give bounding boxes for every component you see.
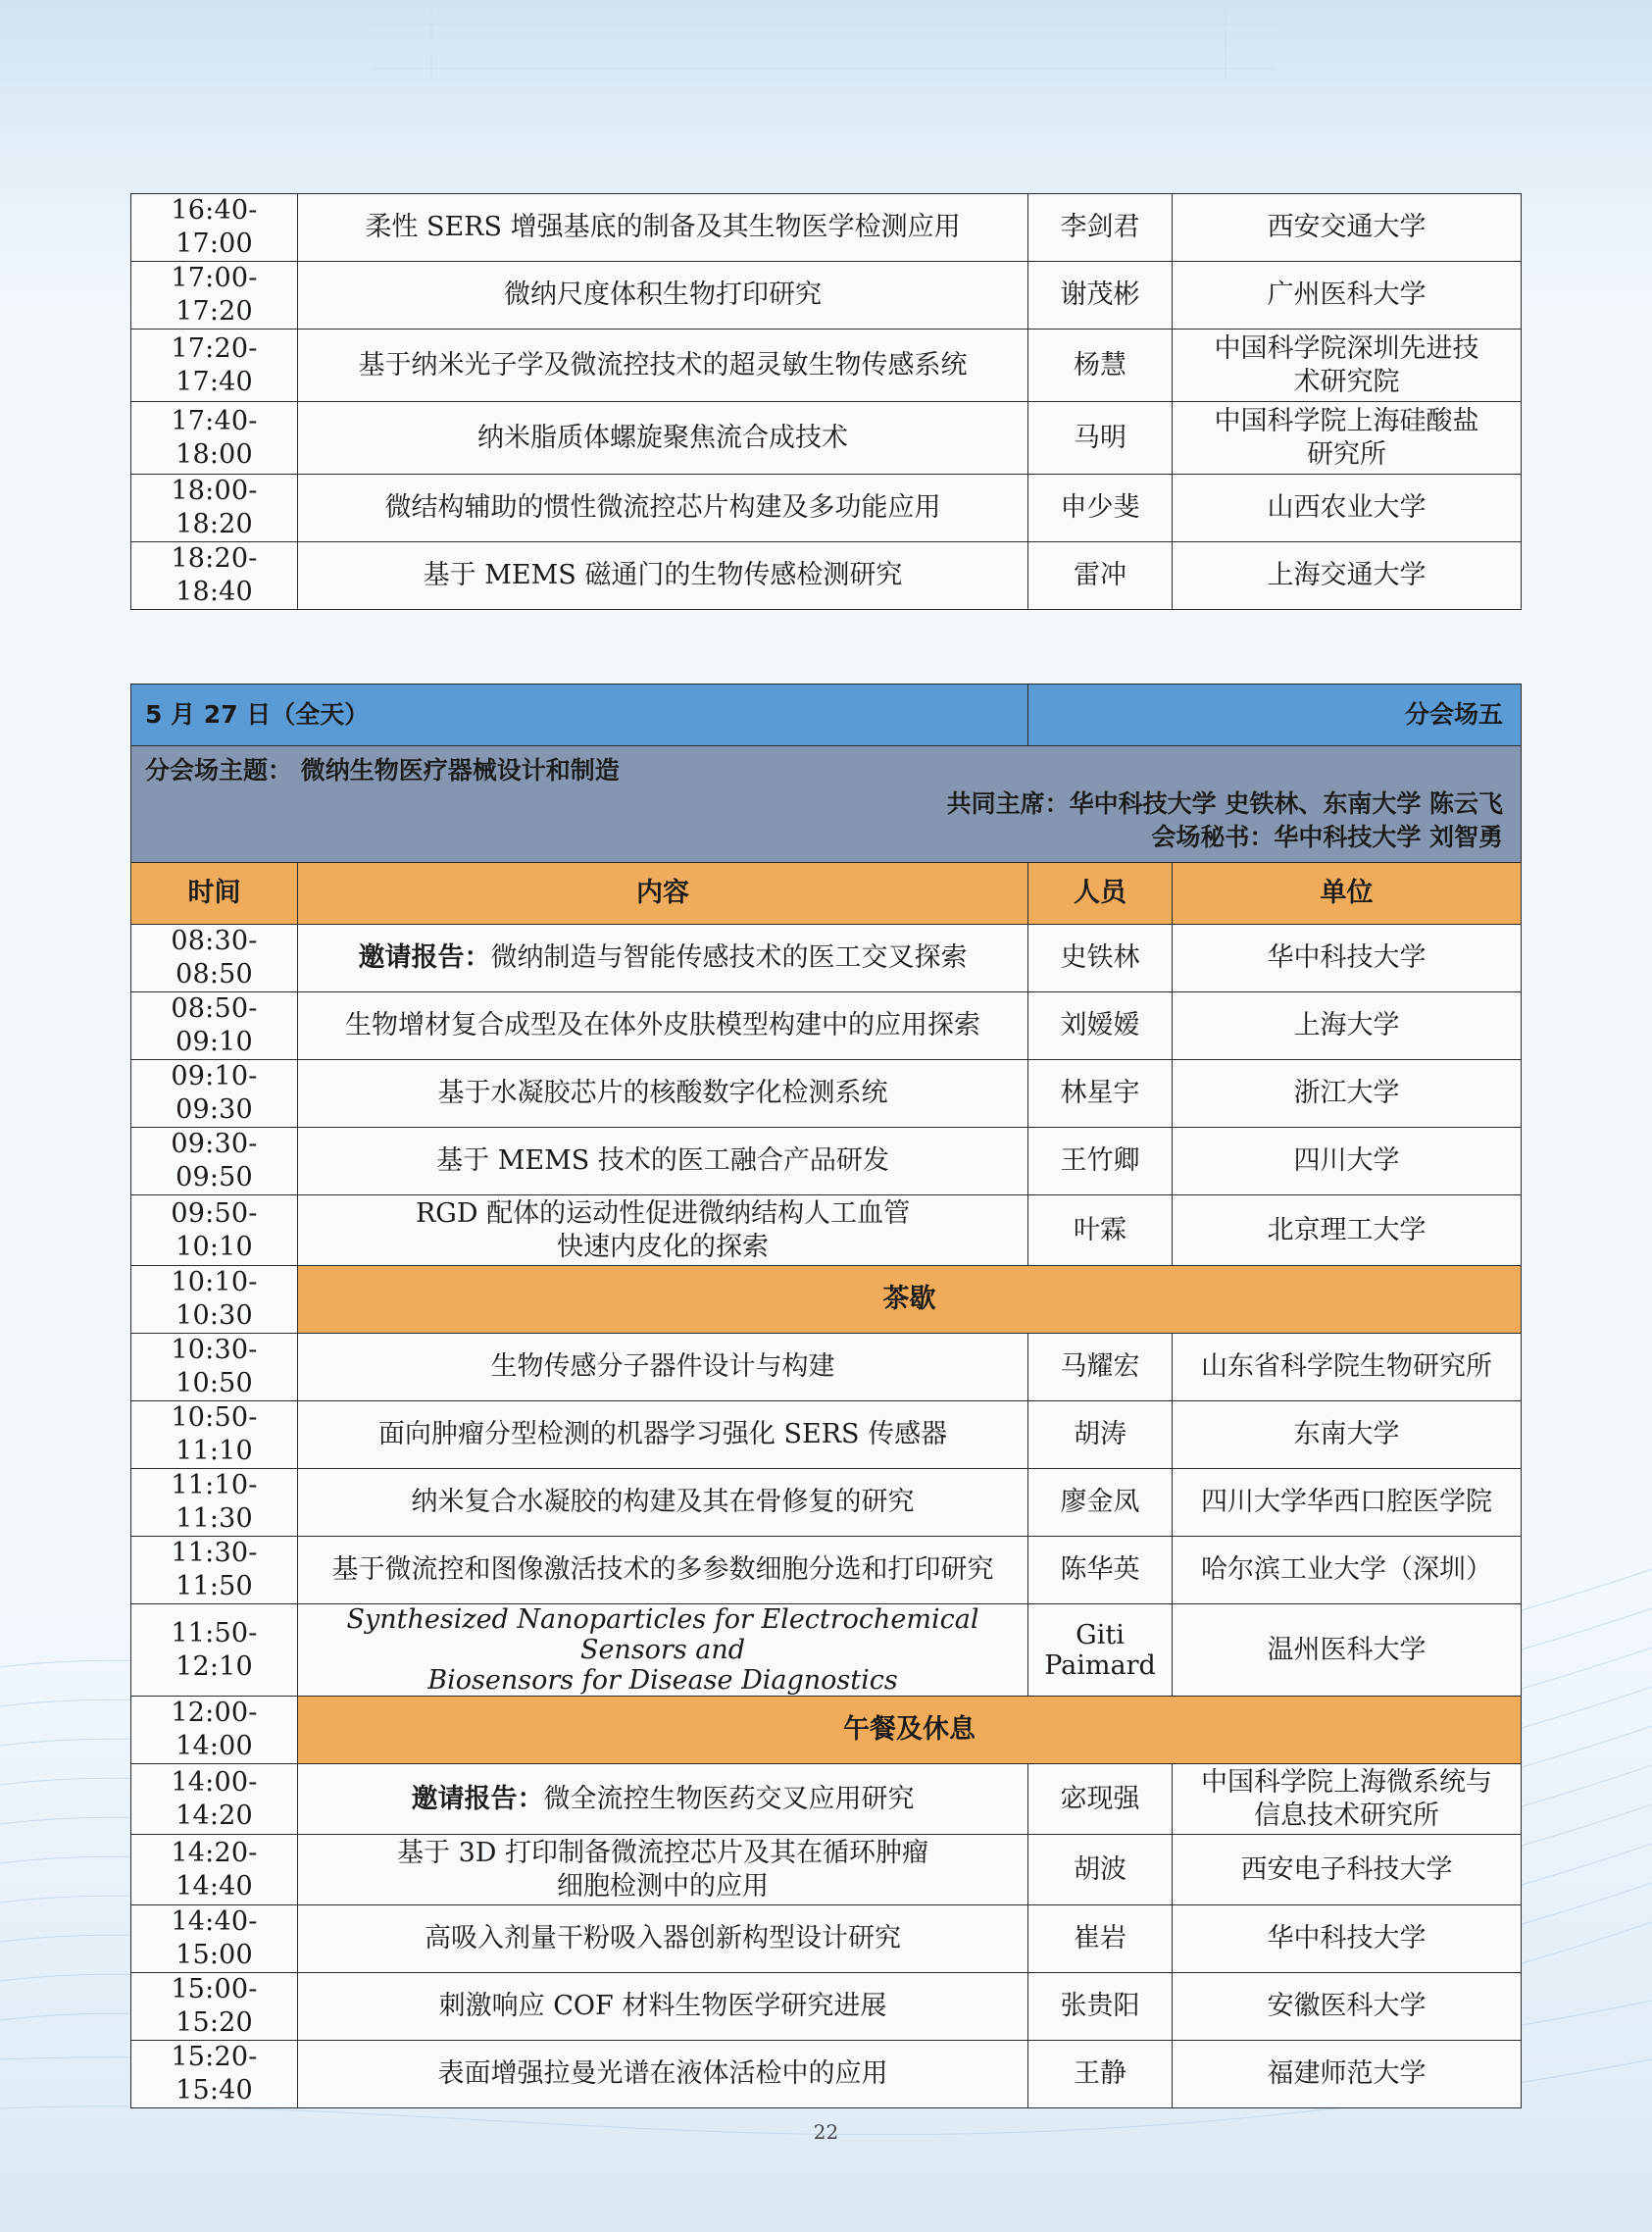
session-info-row [131, 746, 1522, 863]
content-cell: 表面增强拉曼光谱在液体活检中的应用 [298, 2041, 1028, 2108]
person-cell: 杨慧 [1028, 330, 1173, 402]
page-number: 22 [813, 2120, 839, 2144]
unit-cell: 北京理工大学 [1173, 1195, 1522, 1266]
time-cell: 09:30-09:50 [131, 1128, 298, 1195]
time-cell: 17:00-17:20 [131, 262, 298, 330]
content-cell [298, 1764, 1028, 1835]
unit-cell: 四川大学华西口腔医学院 [1173, 1469, 1522, 1537]
session-schedule-table-continued [130, 193, 1522, 610]
person-cell: 马耀宏 [1028, 1334, 1173, 1401]
person-cell: 王竹卿 [1028, 1128, 1173, 1195]
unit-cell: 山东省科学院生物研究所 [1173, 1334, 1522, 1401]
person-line: Giti [1076, 1619, 1125, 1650]
content-cell: 生物增材复合成型及在体外皮肤模型构建中的应用探索 [298, 992, 1028, 1060]
content-cell: 基于 MEMS 磁通门的生物传感检测研究 [298, 542, 1028, 610]
time-cell: 09:50-10:10 [131, 1195, 298, 1266]
person-cell: 崔岩 [1028, 1905, 1173, 1973]
unit-cell: 温州医科大学 [1173, 1604, 1522, 1697]
time-cell: 14:20-14:40 [131, 1835, 298, 1905]
person-cell: 刘嫒嫒 [1028, 992, 1173, 1060]
table-row [131, 992, 1522, 1060]
table-row [131, 1604, 1522, 1697]
invited-report-label: 邀请报告： [411, 1783, 544, 1814]
time-cell: 09:10-09:30 [131, 1060, 298, 1128]
content-line: 细胞检测中的应用 [557, 1870, 769, 1902]
content-cell: 基于 MEMS 技术的医工融合产品研发 [298, 1128, 1028, 1195]
content-line: Biosensors for Disease Diagnostics [427, 1665, 898, 1696]
person-cell: 雷冲 [1028, 542, 1173, 610]
content-text: 微全流控生物医药交叉应用研究 [543, 1783, 915, 1814]
person-cell: 王静 [1028, 2041, 1173, 2108]
unit-cell: 山西农业大学 [1173, 475, 1522, 542]
time-cell: 11:30-11:50 [131, 1537, 298, 1604]
unit-line: 信息技术研究所 [1254, 1800, 1440, 1831]
table-row [131, 1973, 1522, 2041]
unit-line: 中国科学院上海微系统与 [1201, 1766, 1493, 1798]
person-line: Paimard [1044, 1649, 1156, 1681]
unit-cell: 西安电子科技大学 [1173, 1835, 1522, 1905]
time-cell: 14:00-14:20 [131, 1764, 298, 1835]
content-cell [298, 925, 1028, 992]
content-cell: 高吸入剂量干粉吸入器创新构型设计研究 [298, 1905, 1028, 1973]
session-info-cell [131, 746, 1522, 863]
unit-cell: 东南大学 [1173, 1401, 1522, 1469]
time-cell: 16:40-17:00 [131, 194, 298, 262]
content-cell: 基于纳米光子学及微流控技术的超灵敏生物传感系统 [298, 330, 1028, 402]
content-cell [298, 1604, 1028, 1697]
content-cell: 基于微流控和图像激活技术的多参数细胞分选和打印研究 [298, 1537, 1028, 1604]
content-cell: 面向肿瘤分型检测的机器学习强化 SERS 传感器 [298, 1401, 1028, 1469]
time-cell: 10:10-10:30 [131, 1266, 298, 1334]
unit-cell: 华中科技大学 [1173, 925, 1522, 992]
table-row [131, 194, 1522, 262]
header-content: 内容 [298, 863, 1028, 925]
session-secretary: 会场秘书：华中科技大学 刘智勇 [1151, 823, 1504, 851]
table-row [131, 330, 1522, 402]
unit-cell: 安徽医科大学 [1173, 1973, 1522, 2041]
unit-cell: 上海大学 [1173, 992, 1522, 1060]
time-cell: 18:20-18:40 [131, 542, 298, 610]
session-date: 5 月 27 日（全天） [131, 685, 1028, 746]
unit-cell: 中国科学院深圳先进技术研究院 [1173, 330, 1522, 402]
time-cell: 17:20-17:40 [131, 330, 298, 402]
person-cell: 廖金凤 [1028, 1469, 1173, 1537]
table-row [131, 1537, 1522, 1604]
invited-report-label: 邀请报告： [358, 942, 491, 973]
table-row [131, 1835, 1522, 1905]
session-five-schedule-table [130, 684, 1522, 2108]
content-cell: 生物传感分子器件设计与构建 [298, 1334, 1028, 1401]
table-row [131, 1195, 1522, 1266]
person-cell: 宓现强 [1028, 1764, 1173, 1835]
content-cell: 微结构辅助的惯性微流控芯片构建及多功能应用 [298, 475, 1028, 542]
content-cell: 基于水凝胶芯片的核酸数字化检测系统 [298, 1060, 1028, 1128]
content-cell: 柔性 SERS 增强基底的制备及其生物医学检测应用 [298, 194, 1028, 262]
unit-cell: 浙江大学 [1173, 1060, 1522, 1128]
person-cell: 谢茂彬 [1028, 262, 1173, 330]
table-row [131, 1128, 1522, 1195]
content-cell: 刺激响应 COF 材料生物医学研究进展 [298, 1973, 1028, 2041]
unit-cell: 上海交通大学 [1173, 542, 1522, 610]
person-cell: 李剑君 [1028, 194, 1173, 262]
unit-cell: 哈尔滨工业大学（深圳） [1173, 1537, 1522, 1604]
time-cell: 14:40-15:00 [131, 1905, 298, 1973]
unit-cell: 广州医科大学 [1173, 262, 1522, 330]
table-row [131, 402, 1522, 475]
time-cell: 17:40-18:00 [131, 402, 298, 475]
column-header-row [131, 863, 1522, 925]
table-row [131, 262, 1522, 330]
unit-cell: 四川大学 [1173, 1128, 1522, 1195]
header-unit: 单位 [1173, 863, 1522, 925]
person-cell: 申少斐 [1028, 475, 1173, 542]
unit-cell: 西安交通大学 [1173, 194, 1522, 262]
content-line: 快速内皮化的探索 [557, 1231, 769, 1262]
table-row [131, 1905, 1522, 1973]
table-row [131, 1334, 1522, 1401]
time-cell: 18:00-18:20 [131, 475, 298, 542]
content-cell: 微纳尺度体积生物打印研究 [298, 262, 1028, 330]
person-cell: 叶霖 [1028, 1195, 1173, 1266]
content-line: RGD 配体的运动性促进微纳结构人工血管 [415, 1197, 911, 1229]
tea-break-label: 茶歇 [298, 1266, 1522, 1334]
person-cell: 马明 [1028, 402, 1173, 475]
table-row [131, 475, 1522, 542]
content-cell: 纳米脂质体螺旋聚焦流合成技术 [298, 402, 1028, 475]
person-cell: 胡波 [1028, 1835, 1173, 1905]
time-cell: 08:30-08:50 [131, 925, 298, 992]
table-row [131, 2041, 1522, 2108]
session-name: 分会场五 [1028, 685, 1522, 746]
content-cell [298, 1195, 1028, 1266]
person-cell [1028, 1604, 1173, 1697]
person-cell: 胡涛 [1028, 1401, 1173, 1469]
time-cell: 08:50-09:10 [131, 992, 298, 1060]
time-cell: 12:00-14:00 [131, 1697, 298, 1764]
session-cochairs: 共同主席：华中科技大学 史铁林、东南大学 陈云飞 [946, 789, 1504, 818]
unit-cell: 福建师范大学 [1173, 2041, 1522, 2108]
table-row [131, 925, 1522, 992]
time-cell: 11:50-12:10 [131, 1604, 298, 1697]
time-cell: 11:10-11:30 [131, 1469, 298, 1537]
content-line: Synthesized Nanoparticles for Electrochemical Sensors and [346, 1604, 979, 1665]
lunch-break-label: 午餐及休息 [298, 1697, 1522, 1764]
content-cell: 纳米复合水凝胶的构建及其在骨修复的研究 [298, 1469, 1028, 1537]
time-cell: 10:50-11:10 [131, 1401, 298, 1469]
table-row [131, 1764, 1522, 1835]
person-cell: 陈华英 [1028, 1537, 1173, 1604]
table-row [131, 1469, 1522, 1537]
unit-cell: 中国科学院上海硅酸盐研究所 [1173, 402, 1522, 475]
time-cell: 10:30-10:50 [131, 1334, 298, 1401]
session-header-row [131, 685, 1522, 746]
time-cell: 15:00-15:20 [131, 1973, 298, 2041]
header-person: 人员 [1028, 863, 1173, 925]
unit-cell [1173, 1764, 1522, 1835]
table-row [131, 542, 1522, 610]
unit-cell: 华中科技大学 [1173, 1905, 1522, 1973]
content-cell [298, 1835, 1028, 1905]
table-row [131, 1401, 1522, 1469]
person-cell: 史铁林 [1028, 925, 1173, 992]
content-line: 基于 3D 打印制备微流控芯片及其在循环肿瘤 [397, 1837, 928, 1868]
session-theme: 分会场主题： 微纳生物医疗器械设计和制造 [145, 756, 620, 785]
content-text: 微纳制造与智能传感技术的医工交叉探索 [490, 942, 968, 973]
person-cell: 张贵阳 [1028, 1973, 1173, 2041]
break-row [131, 1266, 1522, 1334]
break-row [131, 1697, 1522, 1764]
time-cell: 15:20-15:40 [131, 2041, 298, 2108]
person-cell: 林星宇 [1028, 1060, 1173, 1128]
table-row [131, 1060, 1522, 1128]
header-time: 时间 [131, 863, 298, 925]
